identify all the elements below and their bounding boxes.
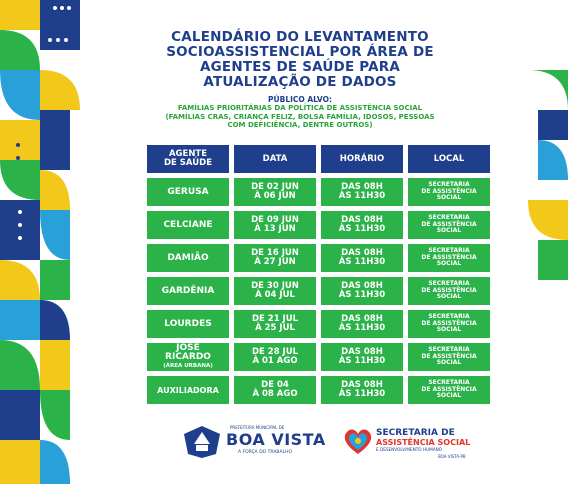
time-range: DAS 08H ÀS 11H30 [321,310,403,338]
table-row [147,211,490,239]
agent-name: GERUSA [147,178,229,206]
target-audience-description [135,104,465,130]
left-decorative-pattern [0,0,90,484]
city-slogan: A FORÇA DO TRABALHO [238,450,292,455]
agent-name: GARDÊNIA [147,277,229,305]
date-range: DE 09 JUN À 13 JUN [234,211,316,239]
time-range: DAS 08H ÀS 11H30 [321,277,403,305]
header-time: HORÁRIO [321,145,403,173]
table-row [147,310,490,338]
agent-name: DAMIÃO [147,244,229,272]
time-range: DAS 08H ÀS 11H30 [321,343,403,371]
page-title [120,30,480,90]
audience-line: COM DEFICIÊNCIA, DENTRE OUTROS) [227,121,373,129]
secretariat-line-2: ASSISTÊNCIA SOCIAL [376,438,471,447]
social-assistance-heart-icon [342,426,374,456]
agent-name: AUXILIADORA [147,376,229,404]
table-header-row [147,145,490,173]
table-row [147,376,490,404]
target-audience-label: PÚBLICO ALVO: [268,95,332,104]
date-range: DE 04 À 08 AGO [234,376,316,404]
city-hall-prefix: PREFEITURA MUNICIPAL DE [230,425,285,430]
secretariat-line-3: E DESENVOLVIMENTO HUMANO [376,447,443,452]
title-line: ATUALIZAÇÃO DE DADOS [203,74,397,90]
schedule-table [142,140,495,409]
time-range: DAS 08H ÀS 11H30 [321,178,403,206]
secretariat-line-1: SECRETARIA DE [376,428,455,438]
location: SECRETARIA DE ASSISTÊNCIA SOCIAL [408,277,490,305]
secretariat-city: BOA VISTA-PB [438,454,466,459]
location: SECRETARIA DE ASSISTÊNCIA SOCIAL [408,178,490,206]
agent-name: LOURDES [147,310,229,338]
city-name: BOA VISTA [226,430,326,449]
time-range: DAS 08H ÀS 11H30 [321,376,403,404]
header-location: LOCAL [408,145,490,173]
right-decorative-pattern [508,0,568,484]
title-line: AGENTES DE SAÚDE PARA [199,59,401,75]
time-range: DAS 08H ÀS 11H30 [321,211,403,239]
agent-area-note: (ÁREA URBANA) [163,362,213,369]
date-range: DE 02 JUN À 06 JUN [234,178,316,206]
location: SECRETARIA DE ASSISTÊNCIA SOCIAL [408,310,490,338]
location: SECRETARIA DE ASSISTÊNCIA SOCIAL [408,211,490,239]
table-row [147,244,490,272]
date-range: DE 28 JUL À 01 AGO [234,343,316,371]
agent-name: CELCIANE [147,211,229,239]
date-range: DE 21 JUL À 25 JUL [234,310,316,338]
location: SECRETARIA DE ASSISTÊNCIA SOCIAL [408,244,490,272]
title-line: CALENDÁRIO DO LEVANTAMENTO [171,29,429,45]
audience-line: FAMÍLIAS PRIORITÁRIAS DA POLÍTICA DE ASSISTÊNCIA SOCIAL [177,104,423,112]
location: SECRETARIA DE ASSISTÊNCIA SOCIAL [408,343,490,371]
footer-logos [180,424,500,464]
date-range: DE 16 JUN À 27 JUN [234,244,316,272]
header-date: DATA [234,145,316,173]
table-row [147,343,490,371]
audience-line: (FAMÍLIAS CRAS, CRIANÇA FELIZ, BOLSA FAMÍLIA, IDOSOS, PESSOAS [165,112,435,121]
table-row [147,178,490,206]
time-range: DAS 08H ÀS 11H30 [321,244,403,272]
date-range: DE 30 JUN À 04 JUL [234,277,316,305]
location: SECRETARIA DE ASSISTÊNCIA SOCIAL [408,376,490,404]
city-crest-icon [180,424,224,460]
agent-name: JOSÉ RICARDO (ÁREA URBANA) [147,343,229,371]
table-row [147,277,490,305]
header-agent: AGENTE DE SAÚDE [147,145,229,173]
title-line: SOCIOASSISTENCIAL POR ÁREA DE [166,44,434,60]
